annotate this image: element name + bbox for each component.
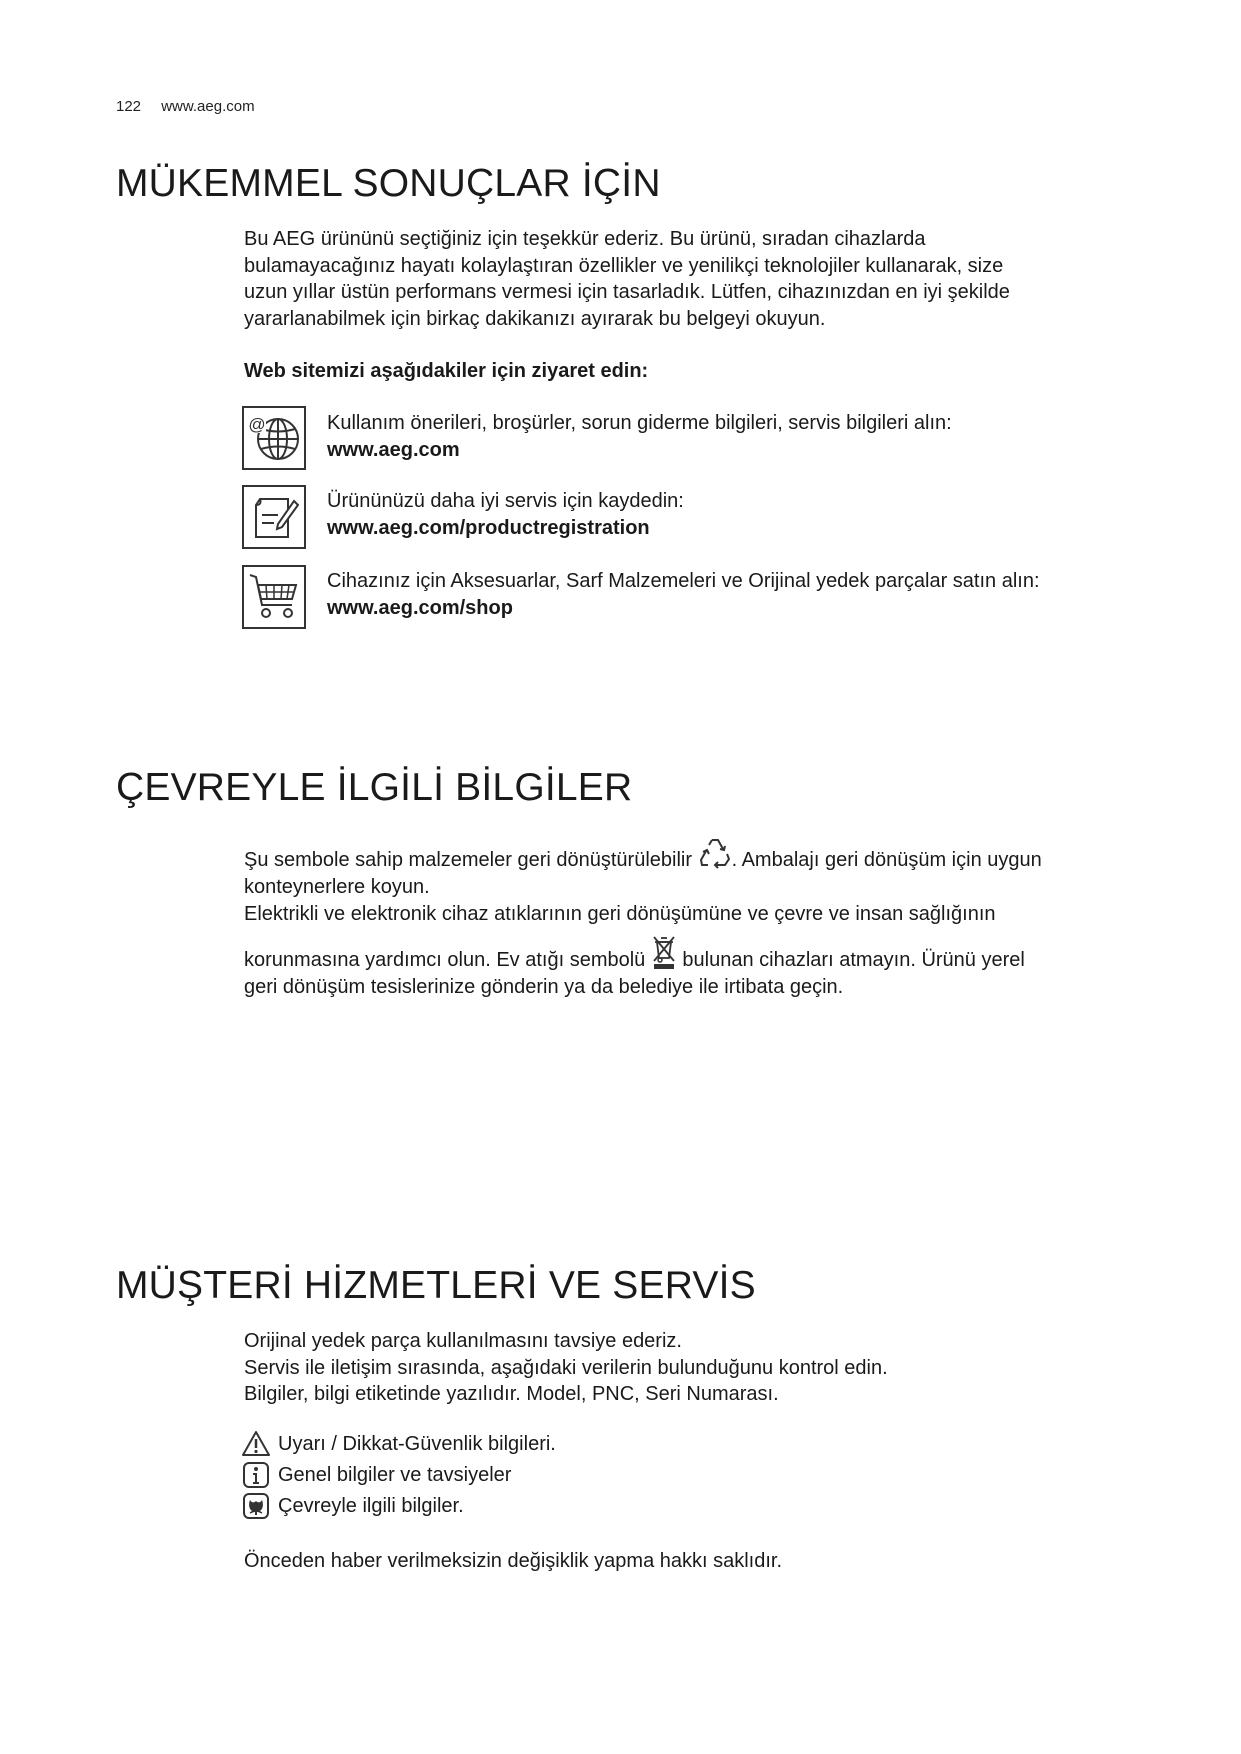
svg-text:@: @ — [248, 415, 266, 434]
header-url[interactable]: www.aeg.com — [161, 98, 255, 115]
shop-link[interactable]: www.aeg.com/shop — [327, 597, 513, 619]
link-description: Kullanım önerileri, broşürler, sorun giderme bilgileri, servis bilgileri alın: — [327, 412, 952, 434]
intro-line: Bu AEG ürününü seçtiğiniz için teşekkür ederiz. Bu ürünü, sıradan cihazlarda — [244, 228, 926, 250]
legend-text: Genel bilgiler ve tavsiyeler — [278, 1464, 512, 1486]
env-text: korunmasına yardımcı olun. Ev atığı sembolü — [244, 949, 646, 971]
footer-note: Önceden haber verilmeksizin değişiklik yapma hakkı saklıdır. — [244, 1550, 783, 1572]
link-description: Ürününüzü daha iyi servis için kaydedin: — [327, 490, 684, 512]
intro-line: bulamayacağınız hayatı kolaylaştıran özellikler ve yenilikçi teknolojiler kullanarak, size — [244, 254, 1004, 277]
intro-line: yararlanabilmek için birkaç dakikanızı ayırarak bu belgeyi okuyun. — [244, 307, 826, 330]
link-description: Cihazınız için Aksesuarlar, Sarf Malzemeleri ve Orijinal yedek parçalar satın alın: — [327, 570, 1040, 592]
env-text: . Ambalajı geri dönüşüm için uygun — [731, 849, 1042, 871]
legend-environment — [242, 1492, 464, 1520]
service-line: Bilgiler, bilgi etiketinde yazılıdır. Model, PNC, Seri Numarası. — [244, 1383, 779, 1405]
weee-bin-icon — [651, 934, 677, 970]
recycle-icon — [698, 836, 732, 870]
section-title-service: MÜŞTERİ HİZMETLERİ VE SERVİS — [116, 1264, 756, 1307]
globe-icon — [242, 406, 306, 470]
legend-text: Çevreyle ilgili bilgiler. — [278, 1495, 464, 1517]
section-title-results: MÜKEMMEL SONUÇLAR İÇİN — [116, 162, 661, 205]
visit-heading: Web sitemizi aşağıdakiler için ziyaret edin: — [244, 360, 649, 382]
env-text: geri dönüşüm tesislerinize gönderin ya da belediye ile irtibata geçin. — [244, 976, 844, 998]
info-icon — [242, 1461, 270, 1489]
environment-icon — [242, 1492, 270, 1520]
service-paragraph — [244, 1328, 1144, 1408]
env-text: bulunan cihazları atmayın. Ürünü yerel — [676, 949, 1025, 971]
env-text: Elektrikli ve elektronik cihaz atıklarının geri dönüşümüne ve çevre ve insan sağlığının — [244, 903, 996, 925]
registration-icon — [242, 485, 306, 549]
legend-text: Uyarı / Dikkat-Güvenlik bilgileri. — [278, 1433, 556, 1455]
legend-info — [242, 1461, 511, 1489]
registration-link[interactable]: www.aeg.com/productregistration — [327, 517, 650, 539]
page-header — [116, 98, 255, 115]
link-row-website — [327, 410, 952, 464]
intro-line: uzun yıllar üstün performans vermesi için tasarladık. Lütfen, cihazınızdan en iyi şekilde — [244, 281, 1010, 303]
service-line: Orijinal yedek parça kullanılmasını tavsiye ederiz. — [244, 1330, 682, 1352]
env-text: Şu sembole sahip malzemeler geri dönüştürülebilir — [244, 849, 692, 871]
shopping-cart-icon — [242, 565, 306, 629]
page-number: 122 — [116, 98, 142, 115]
env-text: konteynerlere koyun. — [244, 876, 430, 898]
environment-paragraph — [244, 836, 1144, 1001]
service-line: Servis ile iletişim sırasında, aşağıdaki verilerin bulunduğunu kontrol edin. — [244, 1356, 888, 1379]
intro-paragraph — [244, 226, 1144, 332]
website-link[interactable]: www.aeg.com — [327, 439, 460, 461]
link-row-shop — [327, 568, 1040, 622]
link-row-registration — [327, 488, 684, 542]
legend-warning — [242, 1430, 556, 1458]
section-title-environment: ÇEVREYLE İLGİLİ BİLGİLER — [116, 766, 633, 809]
warning-icon — [242, 1430, 270, 1458]
